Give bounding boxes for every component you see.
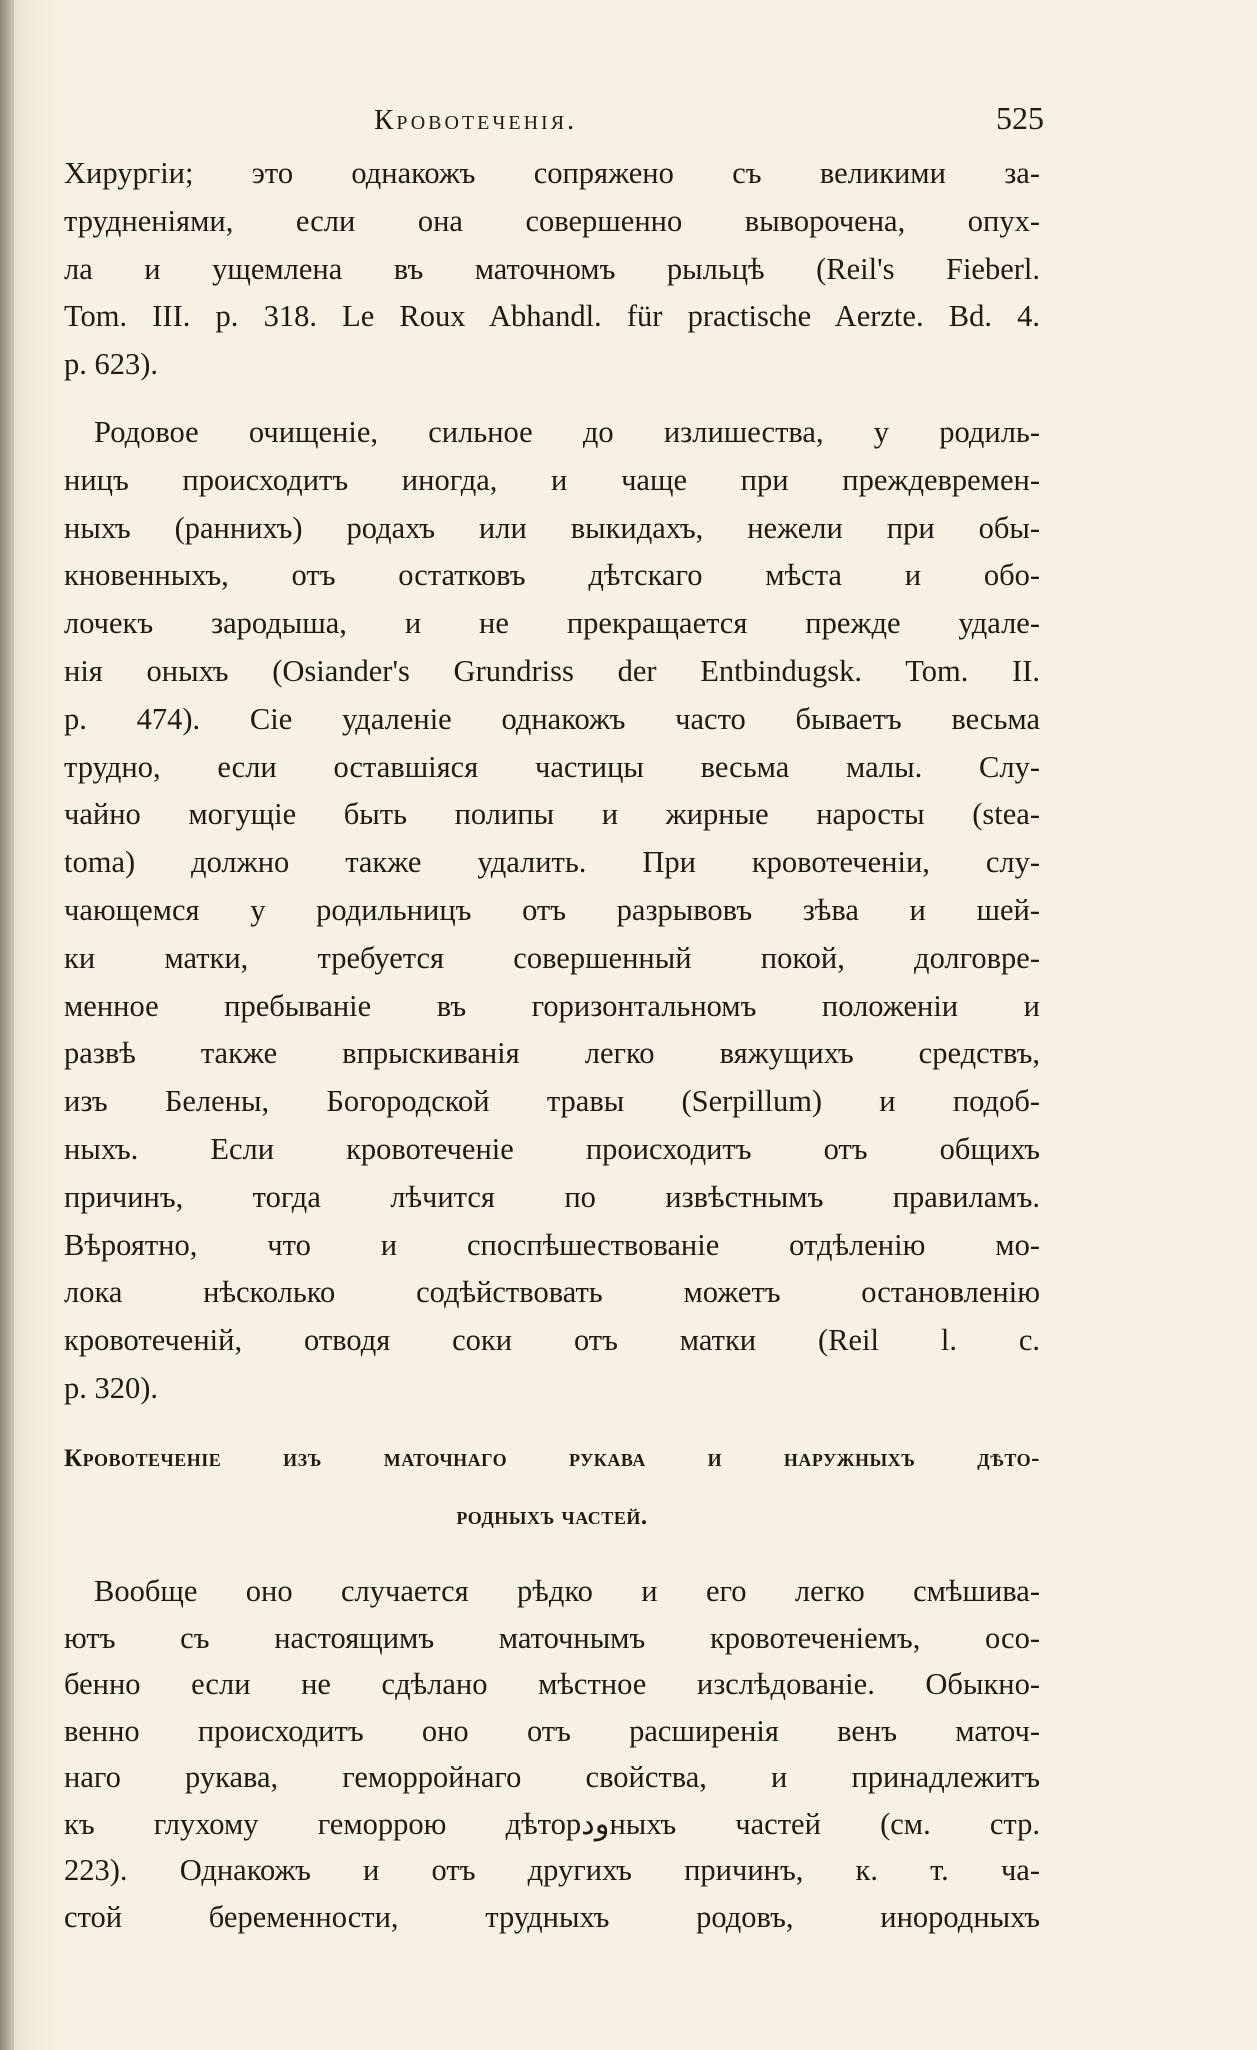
text-line: Вообще оно случается рѣдко и его легко смѣшива- [94, 1574, 1040, 1608]
text-line: менное пребыванiе въ горизонтальномъ положенiи и [64, 988, 1040, 1023]
page-number: 525 [996, 100, 1044, 136]
text-line: toma) должно также удалить. При кровотеченiи, слу- [64, 845, 1040, 880]
body-text-upper [64, 150, 1040, 1413]
text-line: къ глухому геморрою дѣторودныхъ частей (см. стр. [64, 1806, 1040, 1841]
text-line: бенно если не сдѣлано мѣстное изслѣдованiе. Обыкно- [64, 1667, 1040, 1701]
text-line: лочекъ зародыша, и не прекращается прежде удале- [64, 606, 1040, 641]
body-text-lower [64, 1568, 1040, 1940]
section-heading-line-2: родныхъ частей. [456, 1503, 648, 1530]
text-line: ницъ происходитъ иногда, и чаще при преждевремен- [64, 462, 1040, 497]
text-line: трудненiями, если она совершенно выворочена, опух- [64, 203, 1040, 238]
text-line: венно происходитъ оно отъ расширенiя венъ маточ- [64, 1713, 1040, 1748]
page-spine-shadow [0, 0, 14, 2050]
text-line: p. 474). Сiе удаленiе однакожъ часто бываетъ весьма [64, 701, 1040, 736]
text-line: кновенныхъ, отъ остатковъ дѣтскаго мѣста и обо- [64, 558, 1040, 593]
text-line: лока нѣсколько содѣйствовать можетъ остановленiю [64, 1275, 1040, 1310]
text-line: Tom. III. p. 318. Le Roux Abhandl. für practische Aerzte. Bd. 4. [64, 299, 1040, 334]
section-heading [64, 1430, 1040, 1546]
section-heading-line-1: Кровотеченiе изъ маточнаго рукава и наружныхъ дѣто- [64, 1445, 1040, 1472]
text-line: ла и ущемлена въ маточномъ рыльцѣ (Reil's Fieberl. [64, 251, 1040, 286]
text-line: ныхъ (раннихъ) родахъ или выкидахъ, нежели при обы- [64, 510, 1040, 545]
text-line: кровотеченiй, отводя соки отъ матки (Reil l. c. [64, 1323, 1040, 1358]
page-header [74, 100, 1054, 144]
text-line: p. 623). [64, 347, 159, 382]
text-line: причинъ, тогда лѣчится по извѣстнымъ правиламъ. [64, 1179, 1040, 1214]
text-line: Родовое очищенiе, сильное до излишества, у родиль- [94, 414, 1040, 449]
text-line: трудно, если оставшiяся частицы весьма малы. Слу- [64, 749, 1040, 784]
text-line: 223). Однакожъ и отъ другихъ причинъ, к. т. ча- [64, 1853, 1040, 1887]
running-title: Кровотеченiя. [374, 104, 578, 136]
text-line: наго рукава, геморройнаго свойства, и принадлежитъ [64, 1760, 1040, 1794]
text-line: стой беременности, трудныхъ родовъ, инородныхъ [64, 1899, 1040, 1934]
text-line: развѣ также впрыскиванiя легко вяжущихъ средствъ, [64, 1036, 1040, 1071]
text-line: изъ Белены, Богородской травы (Serpillum) и подоб- [64, 1084, 1040, 1119]
text-line: Вѣроятно, что и споспѣшествованiе отдѣленiю мо- [64, 1227, 1040, 1262]
text-line: чающемся у родильницъ отъ разрывовъ зѣва и шей- [64, 892, 1040, 927]
text-line: ки матки, требуется совершенный покой, долговре- [64, 940, 1040, 975]
text-line: Хирургiи; это однакожъ сопряжено съ великими за- [64, 156, 1040, 190]
text-line: ныхъ. Если кровотеченiе происходитъ отъ общихъ [64, 1131, 1040, 1166]
text-line: p. 320). [64, 1370, 159, 1405]
text-line: чайно могущiе быть полипы и жирные наросты (stea- [64, 797, 1040, 832]
text-line: ютъ съ настоящимъ маточнымъ кровотеченiемъ, осо- [64, 1620, 1040, 1655]
text-line: нiя оныхъ (Osiander's Grundriss der Entbindugsk. Tom. II. [64, 653, 1040, 688]
